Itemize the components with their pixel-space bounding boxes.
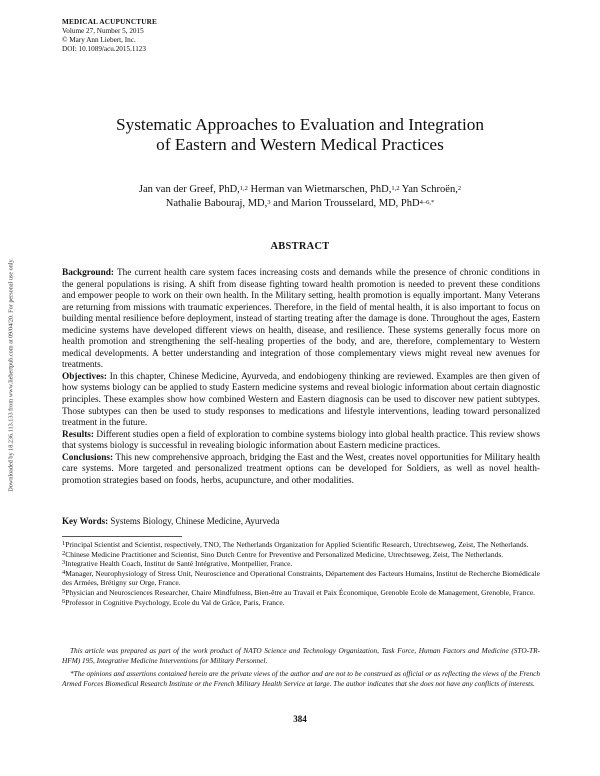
masthead (62, 18, 157, 54)
keywords-text: Systems Biology, Chinese Medicine, Ayurveda (108, 516, 280, 526)
footnote-number: 5 (62, 587, 66, 595)
keywords-label: Key Words: (62, 516, 109, 526)
abstract-background (62, 268, 540, 372)
affiliation-sup: 1,2 (239, 185, 248, 192)
section-label: Results: (62, 429, 95, 440)
footnote-text: Physician and Neurosciences Researcher, Chaire Mindfulness, Bien-être au Travail et Paix Économique, Grenoble Ecole de Management, Grenoble, France. (65, 587, 536, 597)
abstract-body (62, 268, 540, 487)
footnote-number: 2 (62, 549, 66, 557)
page-number: 384 (293, 714, 307, 724)
copyright: © Mary Ann Liebert, Inc. (62, 36, 136, 44)
doi: DOI: 10.1089/acu.2015.1123 (62, 45, 146, 53)
section-label: Background: (62, 268, 115, 278)
article-title (60, 115, 540, 155)
footnote-divider (62, 536, 182, 537)
footnote-number: 6 (62, 597, 66, 605)
abstract-results (62, 430, 540, 453)
footnote-text: Principal Scientist and Scientist, respectively, TNO, The Netherlands Organization for Applied Scientific Research, Utrechtseweg, Zeist, The Netherlands. (65, 540, 529, 549)
work-product-note: This article was prepared as part of the work product of NATO Science and Technology Organization, Task Force, Human Factors and Medicine (STO-TR-HFM) 195, Integrative Medicine Interventions for Military Personnel. (62, 646, 540, 665)
abstract-conclusions (62, 453, 540, 488)
abstract-objectives (62, 372, 540, 430)
section-label: Conclusions: (62, 452, 114, 463)
affiliation-sup: 1,2 (391, 185, 400, 192)
footnote-text: Manager, Neurophysiology of Stress Unit, Neuroscience and Operational Constraints, Département des Facteurs Humains, Institut de Recherche Biomédicale des Armées, Brétigny sur Orge, France. (62, 568, 540, 588)
section-text: In this chapter, Chinese Medicine, Ayurveda, and endobiogeny thinking are reviewed. Examples are then given of how systems biology can be applied to study Eastern medicine systems and reveal biologic information about certain diagnostic principles. These examples show how combined Western and Eastern diagnosis can be used to discover new patient subtypes. Those subtypes can then be used to study responses to medications and lifestyle interventions, leading toward personalized treatment in the future. (62, 371, 540, 429)
author-list (60, 183, 540, 211)
affiliation-sup: 3 (267, 199, 271, 206)
section-text: The current health care system faces increasing costs and demands while the presence of chronic conditions in the general populations is rising. A shift from disease fighting toward health promotion is needed to prevent these conditions and empower people to work on their own health. In the Military setting, health promotion is equally important. Many Veterans are returning from missions with traumatic experiences. Therefore, in the field of mental health, it is also important to focus on building mental resilience before deployment, instead of starting treating after the damage is done. Throughout the ages, Eastern medicine systems have developed different views on health, disease, and resilience. These systems generally focus more on health promotion and strengthening the self-healing properties of the body, and are, therefore, complementary to Western medical developments. A better understanding and integration of those complementary views might reveal new avenues for treatments. (62, 268, 540, 371)
abstract-heading: ABSTRACT (270, 241, 330, 252)
journal-name: MEDICAL ACUPUNCTURE (62, 18, 158, 26)
disclaimer-note: *The opinions and assertions contained herein are the private views of the author and are not to be construed as official or as reflecting the views of the French Armed Forces Biomedical Research Institute or the French Military Health Service at large. The author indicates that she does not have any conflicts of interests. (62, 669, 540, 688)
footnote (62, 598, 540, 608)
author-name: and Marion Trousselard, MD, PhD (270, 198, 420, 209)
footnote (62, 569, 540, 588)
section-text: Different studies open a field of exploration to combine systems biology into global health practice. This review shows that systems biology is successful in revealing biologic information about Eastern medicine practices. (62, 429, 540, 452)
footnote-text: Integrative Health Coach, Institut de Santé Intégrative, Montpellier, France. (65, 559, 293, 569)
footnote (62, 559, 540, 569)
keywords (62, 516, 540, 527)
section-label: Objectives: (62, 371, 107, 382)
authors-line-1 (60, 183, 540, 197)
footnote (62, 588, 540, 598)
author-name: Yan Schroën, (399, 184, 458, 195)
footnote (62, 540, 540, 550)
authors-line-2 (60, 197, 540, 211)
footnote (62, 550, 540, 560)
section-text: This new comprehensive approach, bridging the East and the West, creates novel opportunities for Military health care systems. More targeted and personalized treatment options can be developed for Soldiers, as well as novel health-promotion strategies based on foods, herbs, acupuncture, and other modalities. (62, 452, 540, 486)
footnote-text: Professor in Cognitive Psychology, Ecole du Val de Grâce, Paris, France. (65, 597, 285, 607)
footnote-number: 4 (62, 568, 66, 576)
author-name: Nathalie Babouraj, MD, (165, 198, 268, 209)
footnote-text: Chinese Medicine Practitioner and Scientist, Sino Dutch Centre for Preventive and Personalized Medicine, Utrechtseweg, Zeist, The Netherlands. (65, 549, 504, 559)
author-name: Herman van Wietmarschen, PhD, (247, 184, 392, 195)
affiliation-footnotes (62, 540, 540, 607)
title-line-1: Systematic Approaches to Evaluation and Integration (115, 115, 485, 134)
affiliation-sup: 4–6,* (419, 199, 435, 206)
affiliation-sup: 2 (457, 185, 462, 192)
volume-info: Volume 27, Number 5, 2015 (62, 27, 144, 35)
footnote-number: 1 (62, 540, 66, 547)
footnote-number: 3 (62, 559, 66, 567)
author-name: Jan van der Greef, PhD, (138, 184, 240, 195)
title-line-2: of Eastern and Western Medical Practices (156, 135, 444, 154)
download-notice: Downloaded by 18.236.113.133 from www.liebertpub.com at 09/04/20. For personal use only. (7, 258, 15, 492)
download-sidebar (5, 225, 17, 525)
